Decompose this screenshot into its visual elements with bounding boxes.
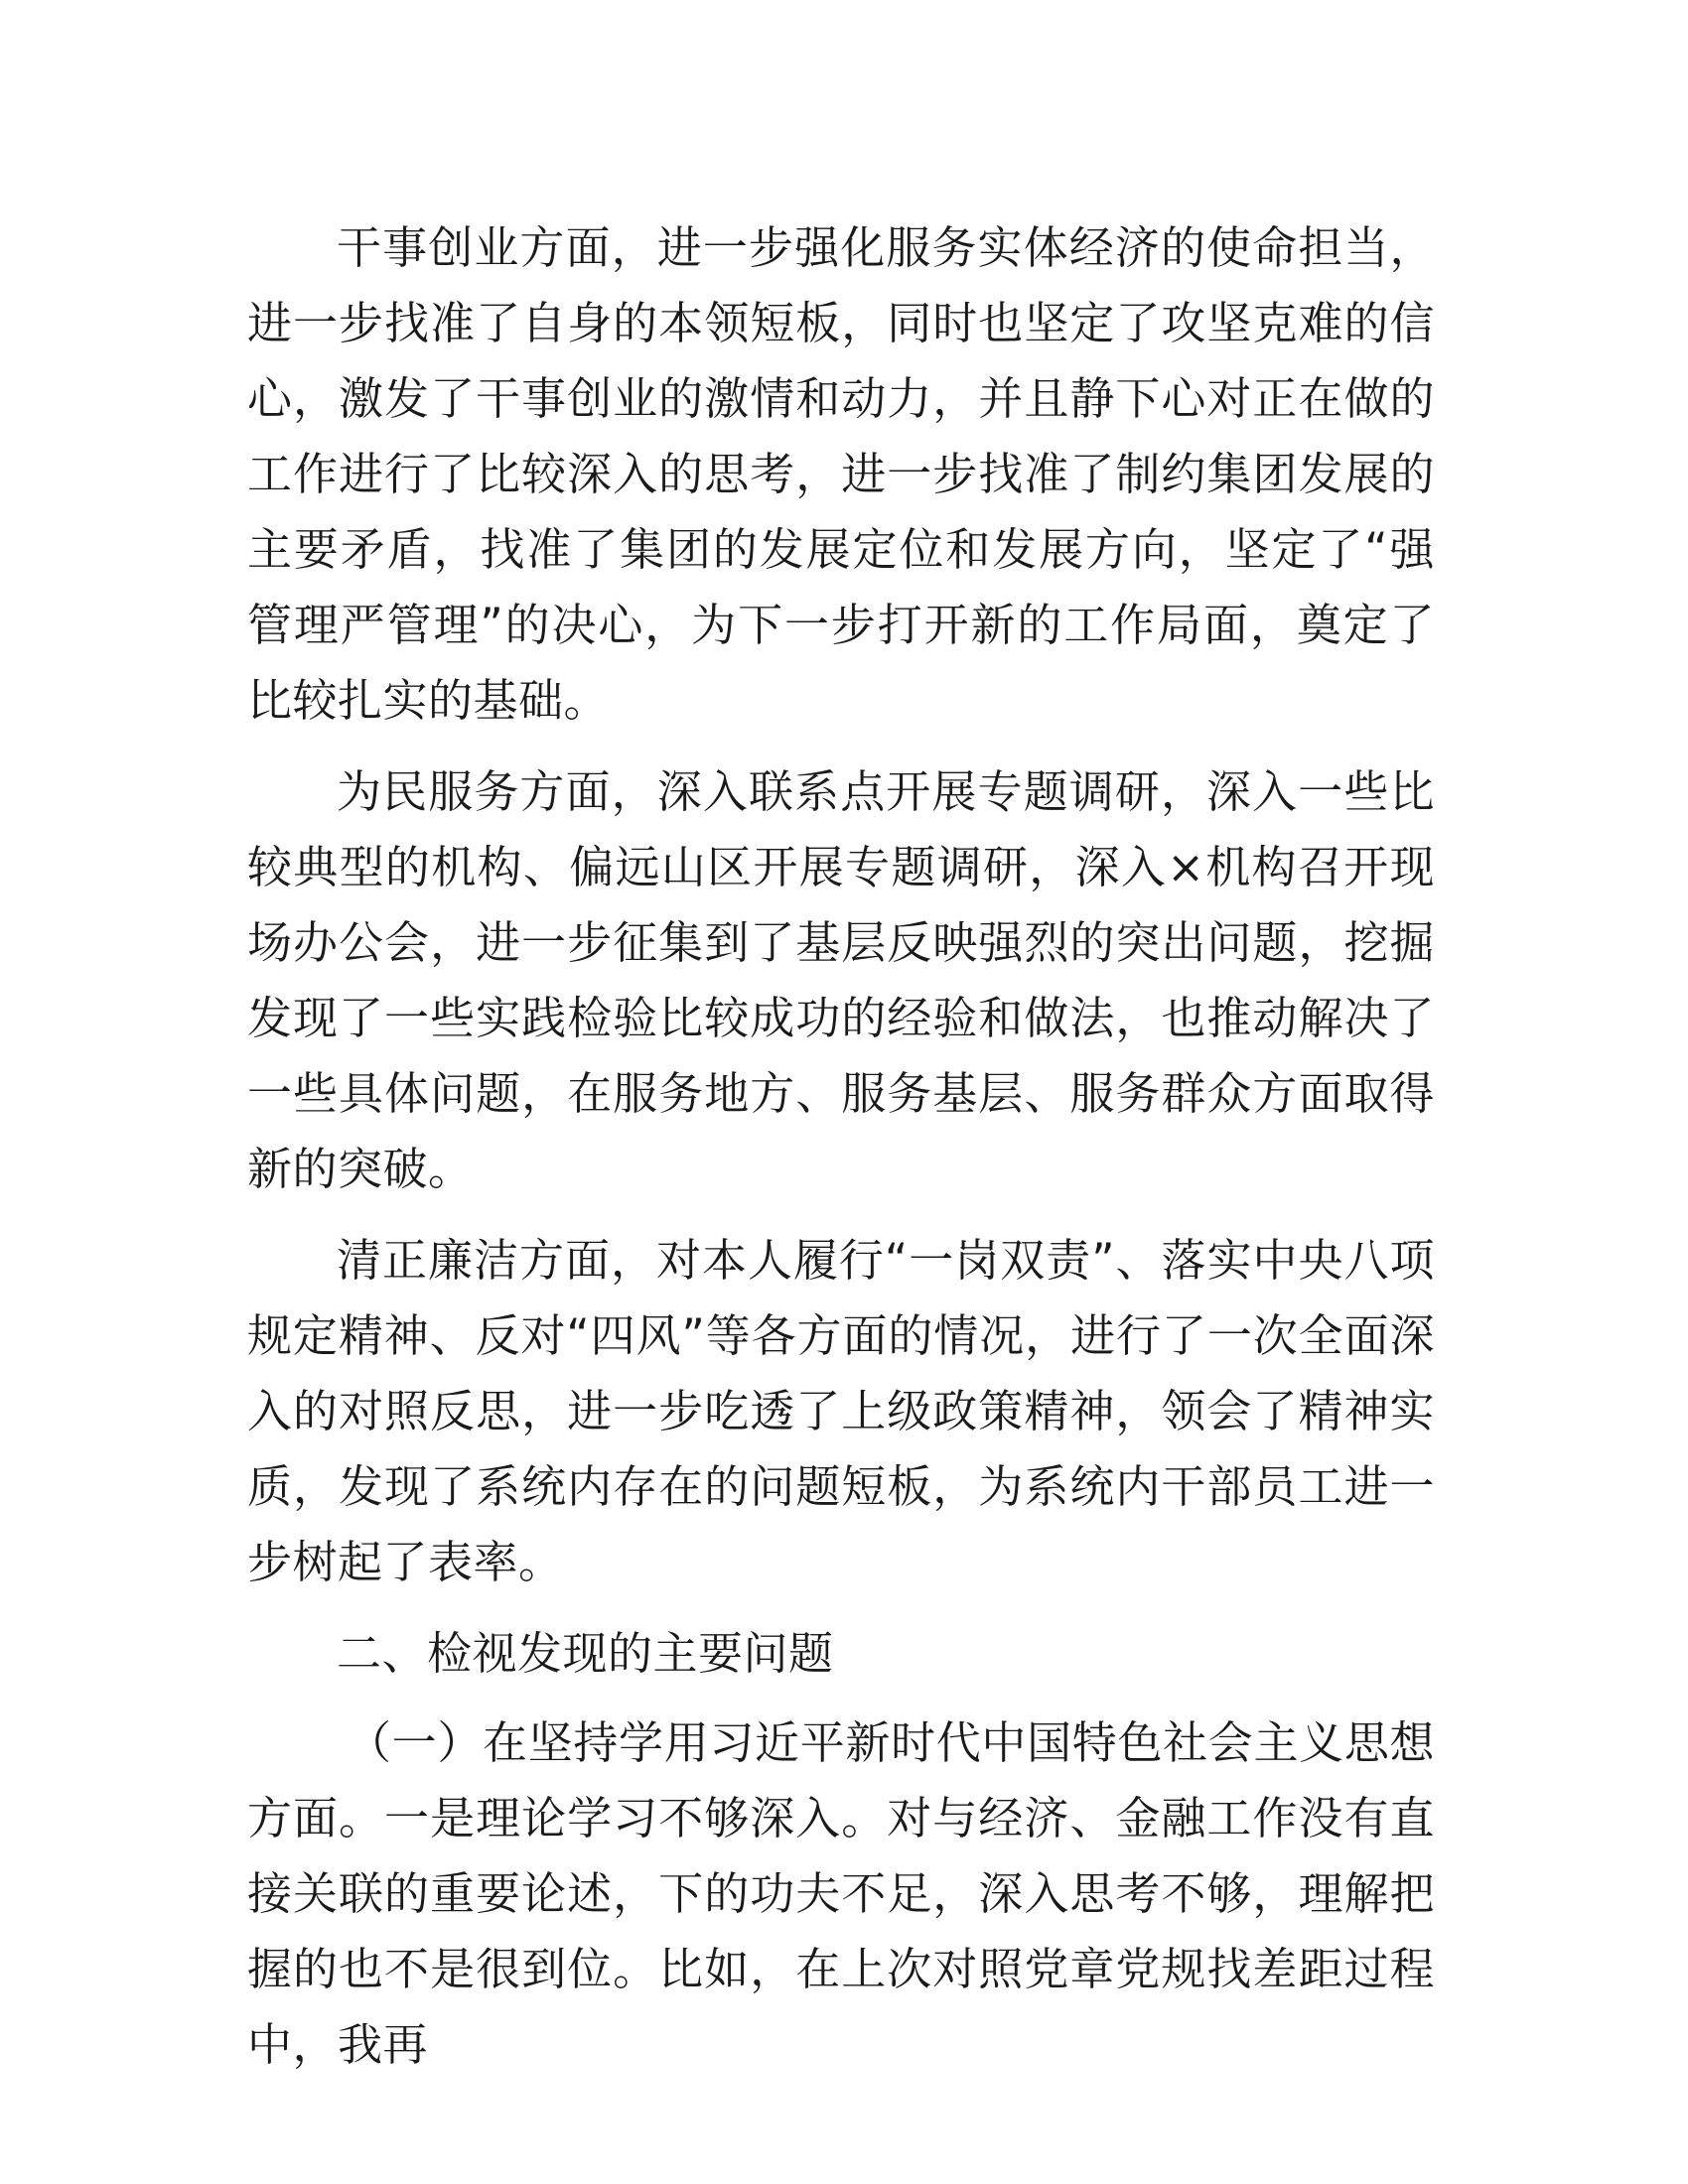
paragraph-serving-people: 为民服务方面，深入联系点开展专题调研，深入一些比较典型的机构、偏远山区开展专题调研，深入×机构召开现场办公会，进一步征集到了基层反映强烈的突出问题，挖掘发现了一些实践检验比较成功的经验和做法，也推动解决了一些具体问题，在服务地方、服务基层、服务群众方面取得新的突破。 — [247, 765, 1435, 1195]
document-body — [247, 210, 1435, 2099]
section-heading-main-problems: 二、检视发现的主要问题 — [337, 1627, 834, 1680]
paragraph-subsection-one: （一）在坚持学用习近平新时代中国特色社会主义思想方面。一是理论学习不够深入。对与经济、金融工作没有直接关联的重要论述，下的功夫不足，深入思考不够，理解把握的也不是很到位。比如，在上次对照党章党规找差距过程中，我再 — [247, 1716, 1435, 2071]
paragraph-career-work: 干事创业方面，进一步强化服务实体经济的使命担当，进一步找准了自身的本领短板，同时也坚定了攻坚克难的信心，激发了干事创业的激情和动力，并且静下心对正在做的工作进行了比较深入的思考，进一步找准了制约集团发展的主要矛盾，找准了集团的发展定位和发展方向，坚定了“强管理严管理”的决心，为下一步打开新的工作局面，奠定了比较扎实的基础。 — [247, 221, 1435, 727]
paragraph-integrity: 清正廉洁方面，对本人履行“一岗双责”、落实中央八项规定精神、反对“四风”等各方面的情况，进行了一次全面深入的对照反思，进一步吃透了上级政策精神，领会了精神实质，发现了系统内存在的问题短板，为系统内干部员工进一步树起了表率。 — [247, 1234, 1435, 1588]
